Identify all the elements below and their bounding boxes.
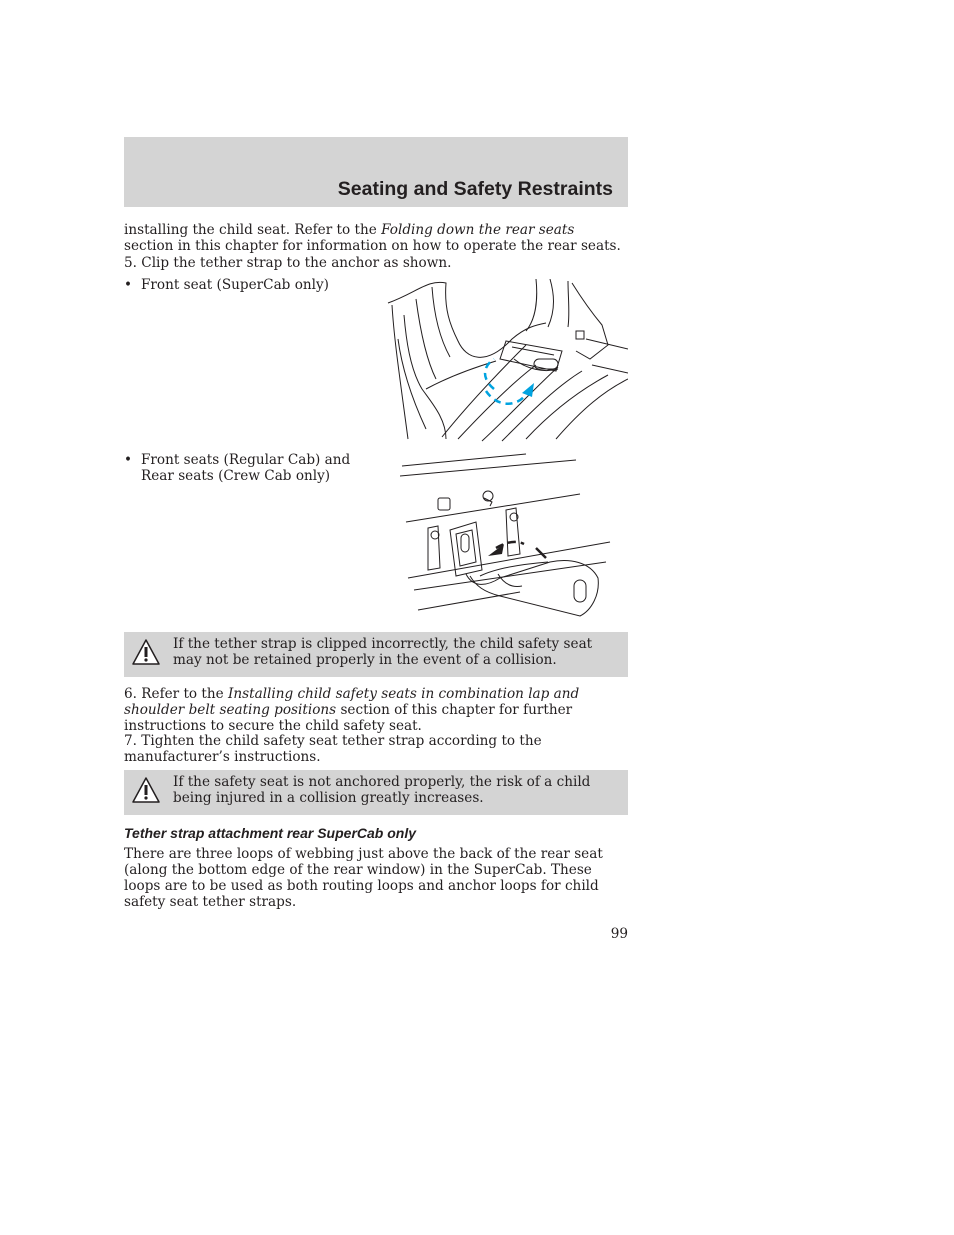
warning-text: If the tether strap is clipped incorrectly, the child safety seat may not be retained properly in the event of a collision. xyxy=(173,636,593,668)
bullet-label: Front seat (SuperCab only) xyxy=(141,277,329,293)
bullet-label-line2: Rear seats (Crew Cab only) xyxy=(141,468,331,484)
bullet-dot: • xyxy=(124,277,133,293)
step-7: 7. Tighten the child safety seat tether strap according to the manufacturer’s instructions. xyxy=(124,733,542,765)
bullet-label-line1: Front seats (Regular Cab) and xyxy=(141,452,351,468)
warning-text: If the safety seat is not anchored properly, the risk of a child being injured in a collision greatly increases. xyxy=(173,774,591,806)
body-paragraph: There are three loops of webbing just above the back of the rear seat (along the bottom edge of the rear window) in the SuperCab. These loops are to be used as both routing loops and anchor loops for child safety seat tether straps. xyxy=(124,846,603,910)
illustration-front-seat-anchor xyxy=(386,279,628,442)
intro-text: installing the child seat. Refer to the xyxy=(124,222,382,238)
subheading: Tether strap attachment rear SuperCab only xyxy=(124,825,417,841)
step-6-text: 6. Refer to the xyxy=(124,686,229,702)
step-6 xyxy=(124,686,628,734)
warning-triangle-icon xyxy=(132,638,160,666)
intro-paragraph xyxy=(124,222,628,254)
page-number: 99 xyxy=(610,926,628,942)
warning-box-anchoring xyxy=(124,770,628,815)
page-title: Seating and Safety Restraints xyxy=(337,178,613,200)
step-5: 5. Clip the tether strap to the anchor as shown. xyxy=(124,255,452,271)
bullet-dot: • xyxy=(124,452,133,468)
step-6-reference: Installing child safety seats in combination lap and shoulder belt seating positions xyxy=(124,686,580,718)
bullet-label xyxy=(141,452,350,484)
illustration-rear-seat-anchor xyxy=(400,450,614,618)
warning-box-tether-strap xyxy=(124,632,628,677)
step-6-text-end: section of this chapter for further instructions to secure the child safety seat. xyxy=(124,702,573,734)
intro-text-end: section in this chapter for information on how to operate the rear seats. xyxy=(124,238,621,254)
section-header xyxy=(124,137,628,207)
rotation-arrow-icon xyxy=(522,383,534,397)
intro-reference: Folding down the rear seats xyxy=(381,222,575,238)
warning-triangle-icon xyxy=(132,776,160,804)
